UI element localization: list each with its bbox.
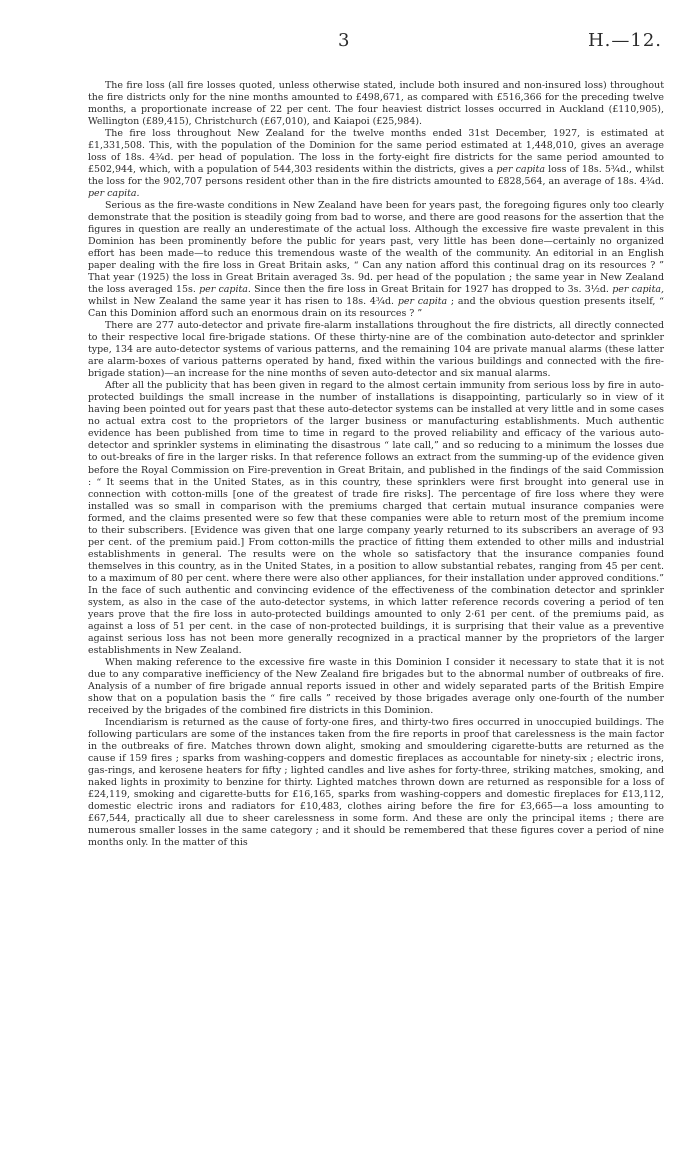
text-run: Serious as the fire-waste conditions in New Zealand have been for years past, the foregoing figures only too clearly demonstrate that the position is steadily going from bad to worse, and there are good reasons for the assertion that the figures in question are really an underestimate of the actual loss. Although the excessive fire waste prevalent in this Dominion has been prominently before the public for years past, very little has been done—certainly no organized effort has been made—to reduce this tremendous waste of the wealth of the community. An editorial in an English paper dealing with the fire loss in Great Britain asks, “ Can any nation afford this continual drag on its resources ? ” That year (1925) the loss in Great Britain averaged 3s. 9d. per head of the population ; the same year in New Zealand the loss averaged 15s. xyxy=(88,200,664,296)
italic-text: per capita xyxy=(496,164,545,176)
text-run: ; and the obvious question presents itself, “ Can this Dominion afford such an enormous drain on its resources ? ” xyxy=(88,296,664,320)
document-reference: H.—12. xyxy=(587,30,662,51)
paragraph xyxy=(88,717,664,849)
page-header xyxy=(0,30,700,60)
text-run: The fire loss throughout New Zealand for the twelve months ended 31st December, 1927, is estimated at £1,331,508. This, with the population of the Dominion for the same period estimated at 1,448,010, gives an average loss of 18s. 4¾d. per head of population. The loss in the forty-eight fire districts for the same period amounted to £502,944, which, with a population of 544,303 residents within the districts, gives a xyxy=(88,128,664,176)
page-number: 3 xyxy=(338,30,350,51)
italic-text: per capita xyxy=(397,296,448,308)
text-run: After all the publicity that has been given in regard to the almost certain immunity from serious loss by fire in auto-protected buildings the small increase in the number of installations is disappointing, particularly so in view of it having been pointed out for years past that these auto-detector systems can be installed at very little and in some cases no actual extra cost to the proprietors of the larger business or manufacturing establishments. Much authentic evidence has been published from time to time in regard to the proved reliability and efficacy of the various auto-detector and sprinkler systems in eliminating the disastrous “ late call,” and so reducing to a minimum the losses due to out-breaks of fire in the larger risks. In that reference follows an extract from the summing-up of the evidence given before the Royal Commission on Fire-prevention in Great Britain, and published in the findings of the said Commission : “ It seems that in the United States, as in this country, these sprinklers were first brought into general use in connection with cotton-mills [one of the greatest of trade fire risks]. The percentage of fire loss where they were installed was so small in comparison with the premiums charged that certain mutual insurance companies were formed, and the claims presented were so few that these companies were able to return most of the premium income to their subscribers. [Evidence was given that one large company yearly returned to its subscribers an average of 93 per cent. of the premium paid.] From cotton-mills the practice of fitting them extended to other mills and industrial establishments in general. The results were on the whole so satisfactory that the insurance companies found themselves in this country, as in the United States, in a position to allow substantial rebates, ranging from 45 per cent. to a maximum of 80 per cent. where there were also other appliances, for their installation under approved conditions.” In the face of such authentic and convincing evidence of the effectiveness of the combination detector and sprinkler system, as also in the case of the auto-detector systems, in which latter reference records covering a period of ten years prove that the fire loss in auto-protected buildings amounted to only 2·61 per cent. of the premiums paid, as against a loss of 51 per cent. in the case of non-protected buildings, it is surprising that their value as a preventive against serious loss has not been more generally recognized in a practical manner by the proprietors of the larger establishments in New Zealand. xyxy=(88,380,664,656)
paragraph xyxy=(88,657,664,717)
paragraph xyxy=(88,200,664,320)
italic-text: per capita. xyxy=(199,284,251,296)
body-text xyxy=(88,80,664,849)
text-run: The fire loss (all fire losses quoted, unless otherwise stated, include both insured and non-insured loss) throughout the fire districts only for the nine months amounted to £498,671, as compared with £516,366 for the preceding twelve months, a proportionate increase of 22 per cent. The four heaviest district losses occurred in Auckland (£110,905), Wellington (£89,415), Christchurch (£67,010), and Kaiapoi (£25,984). xyxy=(88,80,664,128)
text-run: When making reference to the excessive fire waste in this Dominion I consider it necessary to state that it is not due to any comparative inefficiency of the New Zealand fire brigades but to the abnormal number of outbreaks of fire. Analysis of a number of fire brigade annual reports issued in other and widely separated parts of the British Empire show that on a population basis the “ fire calls ” received by those brigades average only one-fourth of the number received by the brigades of the combined fire districts in this Dominion. xyxy=(88,656,664,716)
text-run: Incendiarism is returned as the cause of forty-one fires, and thirty-two fires occurred in unoccupied buildings. The following particulars are some of the instances taken from the fire reports in proof that carelessness is the main factor in the outbreaks of fire. Matches thrown down alight, smoking and smouldering cigarette-butts are returned as the cause if 159 fires ; sparks from washing-coppers and domestic fireplaces as accountable for ninety-six ; electric irons, gas-rings, and kerosene heaters for fifty ; lighted candles and live ashes for forty-three, striking matches, smoking, and naked lights in proximity to benzine for thirty. Lighted matches thrown down are returned as responsible for a loss of £24,119, smoking and cigarette-butts for £16,165, sparks from washing-coppers and domestic fireplaces for £13,112, domestic electric irons and radiators for £10,483, clothes airing before the fire for £3,665—a loss amounting to £67,544, practically all due to sheer carelessness in some form. And these are only the principal items ; there are numerous smaller losses in the same category ; and it should be remembered that these figures cover a period of nine months only. In the matter of this xyxy=(88,716,664,848)
text-run: Since then the fire loss in Great Britain for 1927 has dropped to 3s. 3½d. xyxy=(250,284,613,296)
text-run: whilst in New Zealand the same year it has risen to 18s. 4¾d. xyxy=(88,296,398,308)
italic-text: per capita. xyxy=(88,188,140,200)
paragraph xyxy=(88,320,664,380)
text-run: There are 277 auto-detector and private fire-alarm installations throughout the fire districts, all directly connected to their respective local fire-brigade stations. Of these thirty-nine are of the combination auto-detector and sprinkler type, 134 are auto-detector systems of various patterns, and the remaining 104 are private manual alarms (these latter are alarm-boxes of various patterns operated by hand, fixed within the various buildings and connected with the fire-brigade station)—an increase for the nine months of seven auto-detector and six manual alarms. xyxy=(88,320,664,380)
paragraph xyxy=(88,80,664,128)
paragraph xyxy=(88,380,664,656)
text-run: loss of 18s. 5¾d., whilst the loss for the 902,707 persons resident other than in the fire districts amounted to £828,564, an average of 18s. 4¾d. xyxy=(88,164,664,188)
italic-text: per capita, xyxy=(612,284,664,296)
paragraph xyxy=(88,128,664,200)
